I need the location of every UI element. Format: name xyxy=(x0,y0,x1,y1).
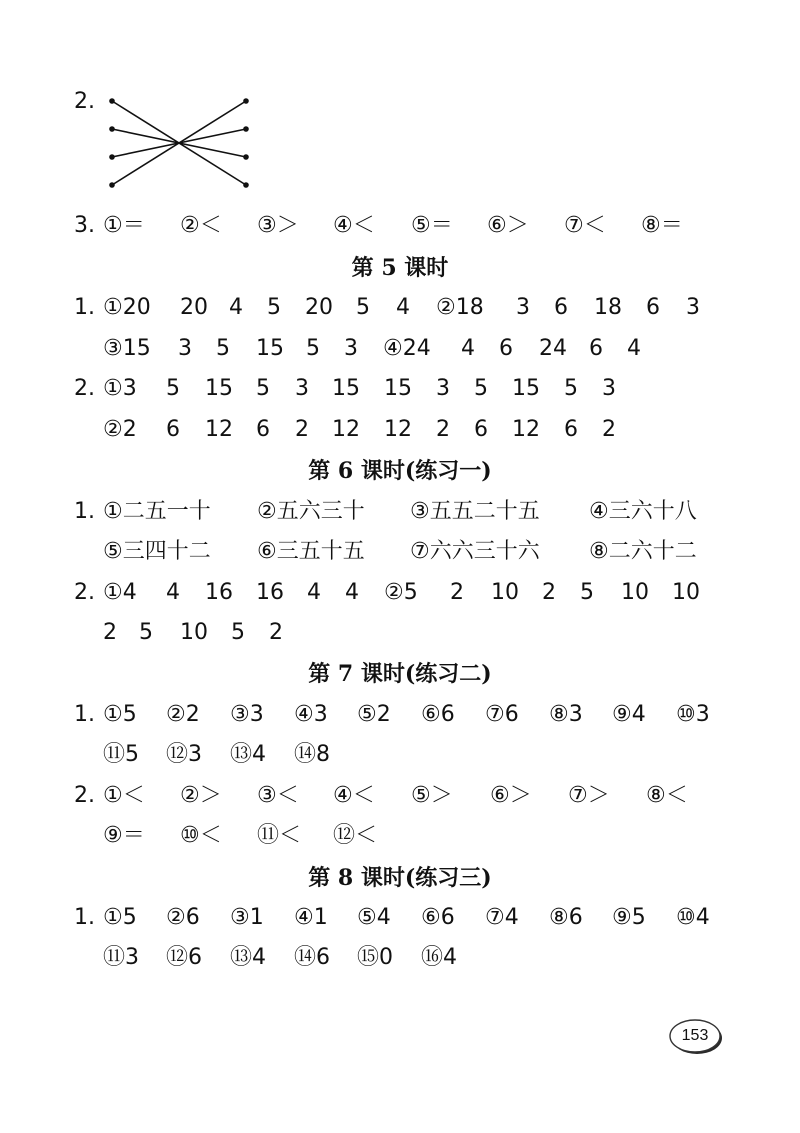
answer: 5 xyxy=(580,580,594,605)
answer: ⑭8 xyxy=(294,742,330,767)
answer: ①20 xyxy=(103,295,151,320)
answer: 5 xyxy=(474,376,488,401)
answer: 3 xyxy=(686,295,700,320)
answer: 20 xyxy=(180,295,208,320)
answer: 10 xyxy=(621,580,649,605)
answer: ⑦＜ xyxy=(564,213,606,238)
answer: ③1 xyxy=(230,905,264,930)
answer: 4 xyxy=(345,580,359,605)
answer: ⑮0 xyxy=(357,945,393,970)
answer: ⑩4 xyxy=(676,905,710,930)
lesson-6-title: 第 6 课时(练习一) xyxy=(308,458,492,484)
answer: ⑥三五十五 xyxy=(257,539,365,564)
answer: 6 xyxy=(554,295,568,320)
answer: 15 xyxy=(332,376,360,401)
answer: ④三六十八 xyxy=(589,499,697,524)
answer: ④3 xyxy=(294,702,328,727)
answer: ⑩3 xyxy=(676,702,710,727)
answer: ④24 xyxy=(383,336,431,361)
answer: 3 xyxy=(344,336,358,361)
answer: ⑦6 xyxy=(485,702,519,727)
right-dot-2 xyxy=(243,126,249,132)
right-dot-3 xyxy=(243,154,249,160)
q3-label: 3. xyxy=(74,213,95,238)
answer: 12 xyxy=(205,417,233,442)
answer: ⑥＞ xyxy=(490,783,532,808)
answer: ⑥6 xyxy=(421,905,455,930)
answer: ⑦4 xyxy=(485,905,519,930)
answer: 3 xyxy=(516,295,530,320)
matching-diagram xyxy=(100,88,260,192)
answer: ③五五二十五 xyxy=(410,499,540,524)
answer: 15 xyxy=(512,376,540,401)
answer: ⑥6 xyxy=(421,702,455,727)
answer: ⑦＞ xyxy=(568,783,610,808)
answer: ①3 xyxy=(103,376,137,401)
left-dot-2 xyxy=(109,126,115,132)
answer: 6 xyxy=(589,336,603,361)
answer: 4 xyxy=(461,336,475,361)
answer: ⑧＜ xyxy=(646,783,688,808)
answer: 2 xyxy=(295,417,309,442)
answer: 2 xyxy=(602,417,616,442)
left-dot-1 xyxy=(109,98,115,104)
right-dot-1 xyxy=(243,98,249,104)
left-dot-4 xyxy=(109,182,115,188)
answer: 16 xyxy=(256,580,284,605)
q2-label: 2. xyxy=(74,89,95,114)
answer: ⑫＜ xyxy=(333,823,378,848)
answer: 6 xyxy=(166,417,180,442)
answer: 5 xyxy=(564,376,578,401)
answer: 4 xyxy=(166,580,180,605)
answer: ①5 xyxy=(103,702,137,727)
answer: ④1 xyxy=(294,905,328,930)
answer: ⑫3 xyxy=(166,742,202,767)
answer: 16 xyxy=(205,580,233,605)
answer: 12 xyxy=(332,417,360,442)
answer: 12 xyxy=(512,417,540,442)
answer: ①4 xyxy=(103,580,137,605)
answer: ⑨5 xyxy=(612,905,646,930)
answer: ③15 xyxy=(103,336,151,361)
answer: ②＜ xyxy=(180,213,222,238)
answer: 2 xyxy=(269,620,283,645)
answer: 2 xyxy=(103,620,117,645)
answer: ⑤2 xyxy=(357,702,391,727)
answer: 10 xyxy=(491,580,519,605)
answer: 3 xyxy=(295,376,309,401)
answer: ②5 xyxy=(384,580,418,605)
answer: ⑫6 xyxy=(166,945,202,970)
answer: ②6 xyxy=(166,905,200,930)
answer: ③＜ xyxy=(257,783,299,808)
answer: 6 xyxy=(499,336,513,361)
answer: ③3 xyxy=(230,702,264,727)
answer: ①5 xyxy=(103,905,137,930)
answer: ②＞ xyxy=(180,783,222,808)
answer: ①＜ xyxy=(103,783,145,808)
answer: ⑨＝ xyxy=(103,823,145,848)
answer: ②18 xyxy=(436,295,484,320)
answer: ⑬4 xyxy=(230,945,266,970)
answer: ⑧二六十二 xyxy=(589,539,697,564)
answer: ⑧6 xyxy=(549,905,583,930)
answer: 5 xyxy=(267,295,281,320)
answer: 4 xyxy=(396,295,410,320)
answer: ①二五一十 xyxy=(103,499,211,524)
answer: 12 xyxy=(384,417,412,442)
question-label: 2. xyxy=(74,580,95,605)
question-label: 1. xyxy=(74,702,95,727)
answer: 6 xyxy=(256,417,270,442)
answer: 5 xyxy=(139,620,153,645)
question-label: 1. xyxy=(74,905,95,930)
answer: 2 xyxy=(450,580,464,605)
answer: ⑤＞ xyxy=(411,783,453,808)
answer: ⑯4 xyxy=(421,945,457,970)
answer: ⑨4 xyxy=(612,702,646,727)
question-label: 2. xyxy=(74,783,95,808)
answer: ⑪＜ xyxy=(257,823,302,848)
answer: 5 xyxy=(256,376,270,401)
right-dot-4 xyxy=(243,182,249,188)
answer: 5 xyxy=(166,376,180,401)
answer: 5 xyxy=(356,295,370,320)
answer: ②五六三十 xyxy=(257,499,365,524)
answer: 3 xyxy=(602,376,616,401)
answer: 3 xyxy=(436,376,450,401)
answer: 6 xyxy=(474,417,488,442)
answer: ⑦六六三十六 xyxy=(410,539,540,564)
answer: 5 xyxy=(306,336,320,361)
lesson-7-title: 第 7 课时(练习二) xyxy=(308,661,492,687)
question-label: 2. xyxy=(74,376,95,401)
answer: ⑤三四十二 xyxy=(103,539,211,564)
answer: 24 xyxy=(539,336,567,361)
answer: ②2 xyxy=(103,417,137,442)
answer: 4 xyxy=(627,336,641,361)
lesson-8-title: 第 8 课时(练习三) xyxy=(308,865,492,891)
answer: 3 xyxy=(178,336,192,361)
answer: ④＜ xyxy=(333,783,375,808)
answer: 6 xyxy=(646,295,660,320)
answer: 15 xyxy=(256,336,284,361)
answer: 4 xyxy=(229,295,243,320)
answer: ①＝ xyxy=(103,213,145,238)
lesson-5-title: 第 5 课时 xyxy=(351,255,449,281)
answer: ⑤4 xyxy=(357,905,391,930)
answer: 2 xyxy=(436,417,450,442)
answer: ②2 xyxy=(166,702,200,727)
answer: 4 xyxy=(307,580,321,605)
answer: ⑩＜ xyxy=(180,823,222,848)
answer: ⑬4 xyxy=(230,742,266,767)
answer: ⑧3 xyxy=(549,702,583,727)
answer: 15 xyxy=(205,376,233,401)
answer: 10 xyxy=(672,580,700,605)
answer: 10 xyxy=(180,620,208,645)
answer: ③＞ xyxy=(257,213,299,238)
answer: 15 xyxy=(384,376,412,401)
answer: 2 xyxy=(542,580,556,605)
answer: ⑤＝ xyxy=(411,213,453,238)
answer: ⑪5 xyxy=(103,742,139,767)
answer: 5 xyxy=(231,620,245,645)
answer: 18 xyxy=(594,295,622,320)
answer: ⑭6 xyxy=(294,945,330,970)
question-label: 1. xyxy=(74,499,95,524)
answer: ④＜ xyxy=(333,213,375,238)
answer: 20 xyxy=(305,295,333,320)
answer: ⑥＞ xyxy=(487,213,529,238)
answer: 5 xyxy=(216,336,230,361)
page-number: 153 xyxy=(681,1027,709,1044)
question-label: 1. xyxy=(74,295,95,320)
left-dot-3 xyxy=(109,154,115,160)
answer: ⑪3 xyxy=(103,945,139,970)
answer: 6 xyxy=(564,417,578,442)
page-number-badge xyxy=(668,1016,724,1056)
answer: ⑧＝ xyxy=(641,213,683,238)
